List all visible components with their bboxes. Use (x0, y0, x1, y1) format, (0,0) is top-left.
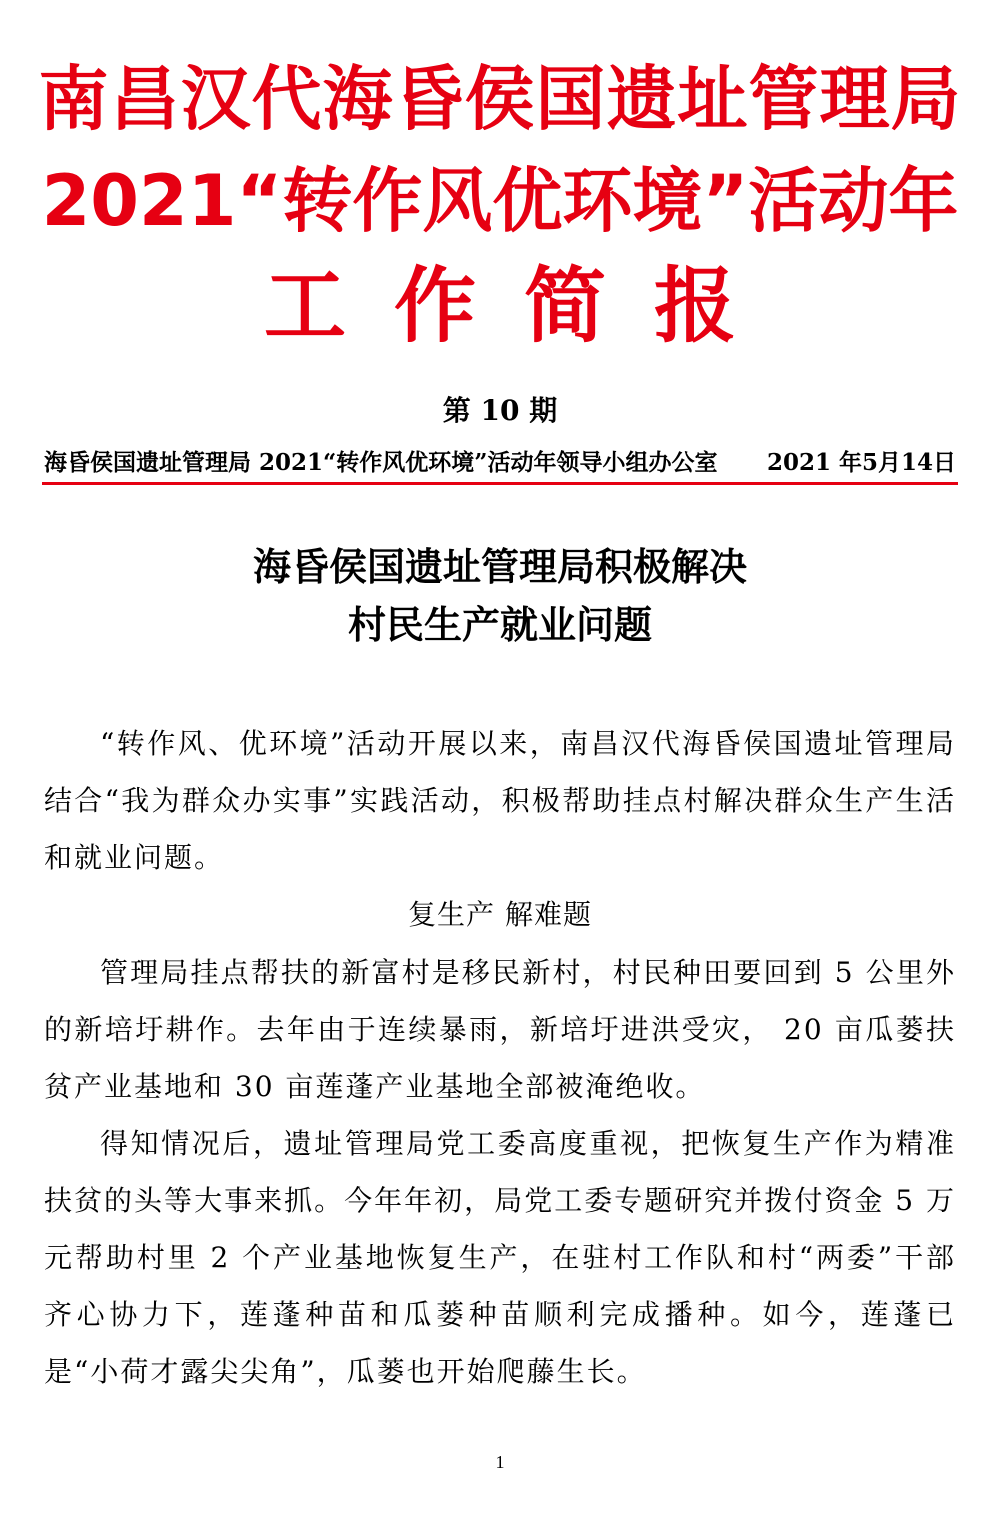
masthead-campaign-name: 2021“转作风优环境”活动年 (41, 160, 959, 242)
masthead-bulletin-title: 工作简报 (263, 259, 784, 354)
issuer-line (44, 447, 956, 479)
issuer-office: 海昏侯国遗址管理局 2021“转作风优环境”活动年领导小组办公室 (44, 449, 718, 476)
article-title-line-1: 海昏侯国遗址管理局积极解决 (252, 544, 747, 589)
masthead-org-name: 南昌汉代海昏侯国遗址管理局 (38, 58, 962, 140)
masthead (0, 48, 1000, 362)
page-number: 1 (495, 1452, 505, 1472)
article-body (44, 715, 956, 1400)
article-title-line-2: 村民生产就业问题 (347, 602, 652, 647)
issue-date: 2021 年5月14日 (766, 449, 956, 476)
red-divider (42, 482, 958, 485)
intro-paragraph: “转作风、优环境”活动开展以来，南昌汉代海昏侯国遗址管理局结合“我为群众办实事”实践活动，积极帮助挂点村解决群众生产生活和就业问题。 (44, 727, 956, 874)
issue-number: 第 10 期 (442, 394, 558, 427)
section-subheading: 复生产 解难题 (408, 898, 592, 931)
section-paragraph: 得知情况后，遗址管理局党工委高度重视，把恢复生产作为精准扶贫的头等大事来抓。今年年初，局党工委专题研究并拨付资金 5 万元帮助村里 2 个产业基地恢复生产，在驻村工作队和村“两委”干部齐心协力下，莲蓬种苗和瓜蒌种苗顺利完成播种。如今，莲蓬已是“小荷才露尖尖角”，瓜蒌也开始爬藤生长。 (44, 1127, 956, 1388)
article-title (0, 538, 1000, 654)
section-paragraph: 管理局挂点帮扶的新富村是移民新村，村民种田要回到 5 公里外的新培圩耕作。去年由于连续暴雨，新培圩进洪受灾， 20 亩瓜蒌扶贫产业基地和 30 亩莲蓬产业基地全部被淹绝收。 (44, 956, 956, 1103)
